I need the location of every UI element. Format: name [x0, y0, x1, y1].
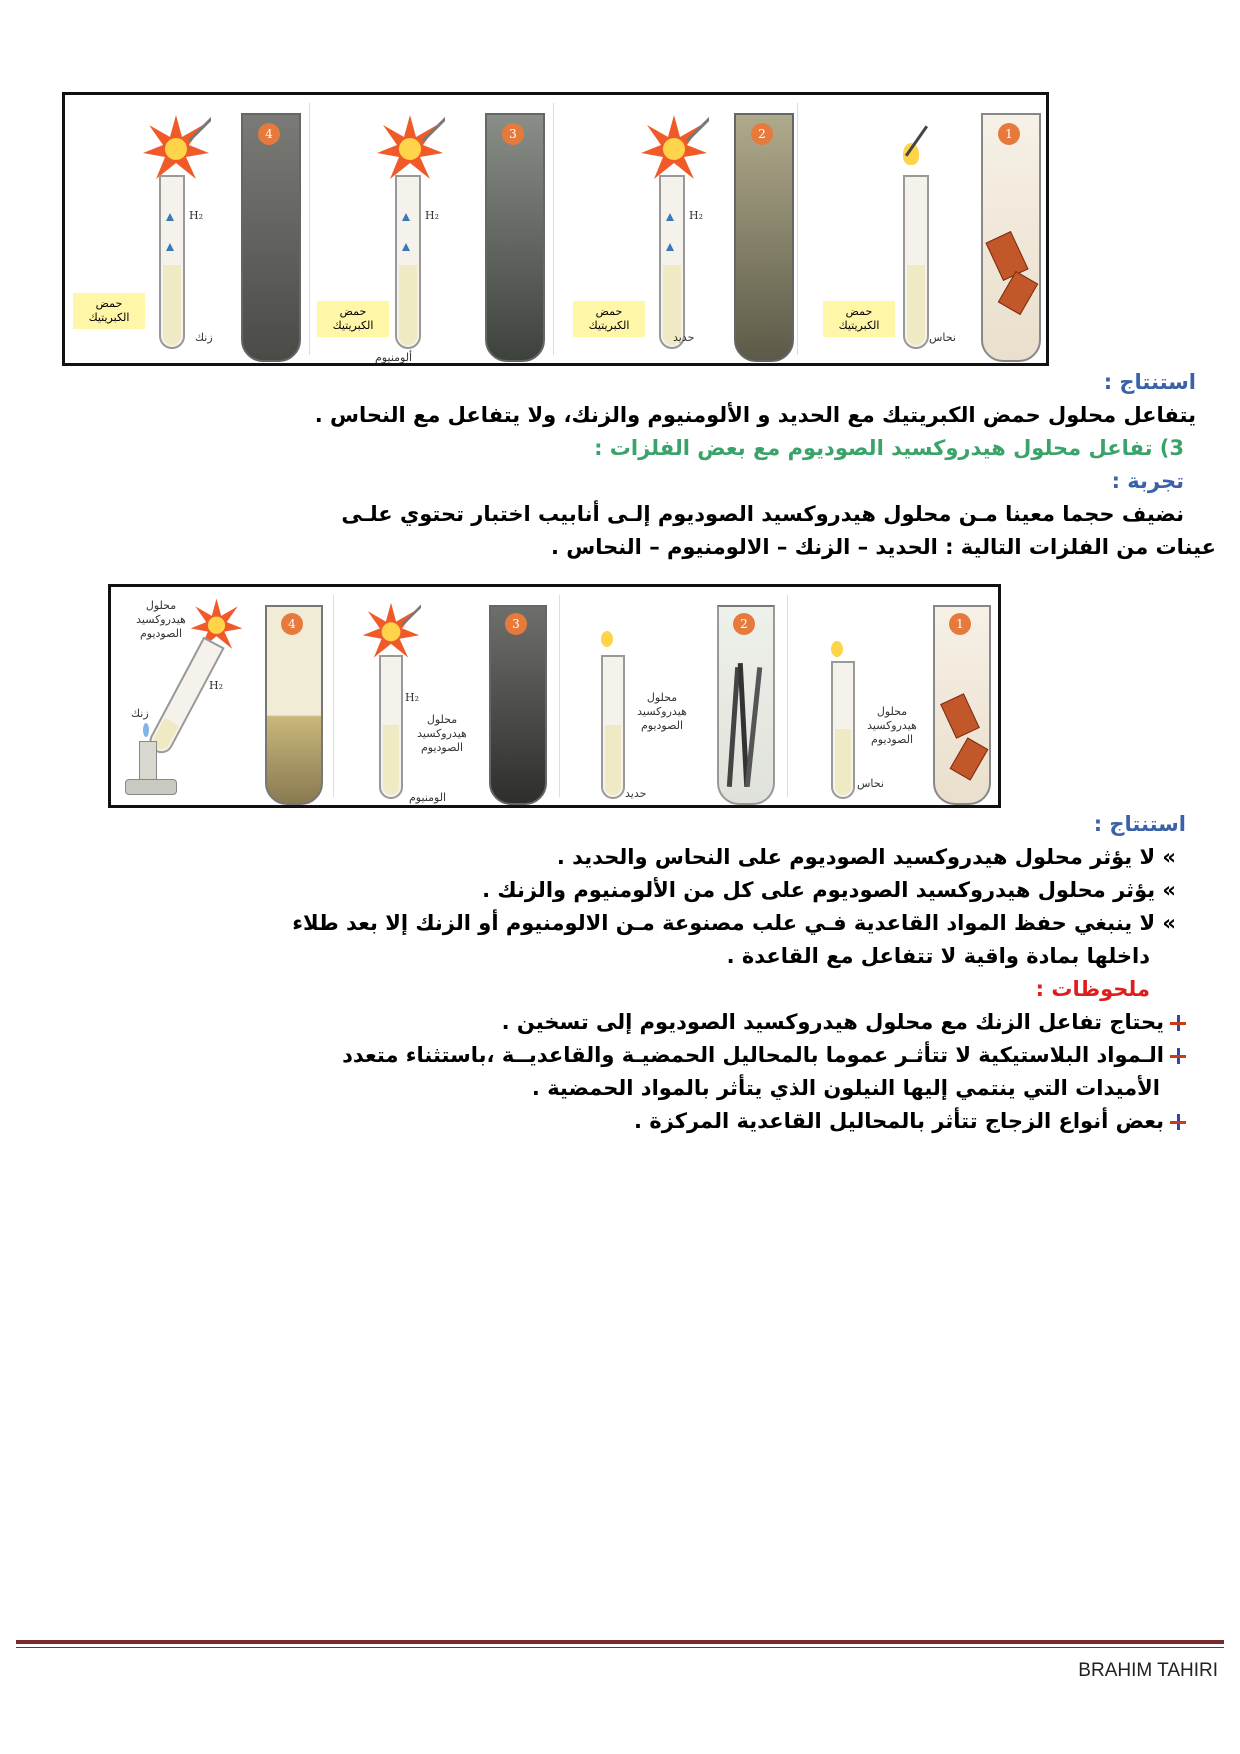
test-tube	[831, 661, 855, 799]
copper-label: نحاس	[857, 777, 884, 790]
bullet-icon	[1170, 1114, 1186, 1130]
footer-rule-thin	[16, 1647, 1224, 1648]
acid-label: حمض الكبريتيك	[573, 301, 645, 337]
tube-number: 3	[502, 123, 524, 145]
copper-label: نحاس	[929, 331, 956, 344]
panel-aluminium	[315, 103, 554, 364]
explosion-icon	[375, 113, 445, 183]
burner-base	[125, 779, 177, 795]
test-tube-copper	[933, 605, 991, 805]
tube-number: 4	[281, 613, 303, 635]
explosion-icon	[639, 113, 709, 183]
bullet-icon	[1170, 1048, 1186, 1064]
iron-label: حديد	[673, 331, 695, 344]
h2-label: H₂	[689, 209, 704, 222]
burner-icon	[139, 741, 157, 781]
h2-label: H₂	[405, 691, 420, 704]
h2-label: H₂	[189, 209, 204, 222]
tube-number: 4	[258, 123, 280, 145]
figure-naoh-reactions	[108, 584, 1001, 808]
tube-number: 1	[949, 613, 971, 635]
footer-rule	[16, 1640, 1224, 1644]
test-tube	[903, 175, 929, 349]
test-tube-dark	[489, 605, 547, 805]
acid-label: حمض الكبريتيك	[317, 301, 389, 337]
note-1: يحتاج تفاعل الزنك مع محلول هيدروكسيد الصوديوم إلى تسخين .	[502, 1010, 1186, 1034]
panel-copper	[793, 595, 998, 797]
conclusion-text: يتفاعل محلول حمض الكبريتيك مع الحديد و الألومنيوم والزنك، ولا يتفاعل مع النحاس .	[314, 403, 1196, 427]
tube-number: 3	[505, 613, 527, 635]
naoh-label: محلول هيدروكسيد الصوديوم	[417, 713, 467, 754]
naoh-label: محلول هيدروكسيد الصوديوم	[637, 691, 687, 732]
conclusion-title: استنتاج :	[1103, 370, 1196, 394]
test-tube	[395, 175, 421, 349]
figure-acid-reactions	[62, 92, 1049, 366]
experiment-line-2: عينات من الفلزات التالية : الحديد – الزنك – الالومنيوم – النحاس .	[550, 535, 1216, 559]
test-tube-iron-nails	[717, 605, 775, 805]
experiment-title: تجربة :	[1111, 469, 1184, 493]
section-naoh-text	[40, 812, 1196, 1132]
test-tube	[659, 175, 685, 349]
conclusion-item-3: » لا ينبغي حفظ المواد القاعدية فـي علب مصنوعة مـن الالومنيوم أو الزنك إلا بعد طلاء	[292, 911, 1176, 935]
tube-number: 2	[751, 123, 773, 145]
test-tube-dark	[485, 113, 545, 362]
footer-author: BRAHIM TAHIRI	[1078, 1660, 1218, 1681]
h2-label: H₂	[425, 209, 440, 222]
naoh-label: محلول هيدروكسيد الصوديوم	[136, 599, 186, 640]
flame-icon	[601, 631, 613, 647]
acid-label: حمض الكبريتيك	[73, 293, 145, 329]
conclusion-item-1: » لا يؤثر محلول هيدروكسيد الصوديوم على النحاس والحديد .	[556, 845, 1176, 869]
test-tube-copper	[981, 113, 1041, 362]
conclusion-title-2: استنتاج :	[1093, 812, 1186, 836]
note-3: بعض أنواع الزجاج تتأثر بالمحاليل القاعدية المركزة .	[634, 1109, 1186, 1133]
tube-number: 1	[998, 123, 1020, 145]
test-tube-dark	[734, 113, 794, 362]
h2-label: H₂	[209, 679, 224, 692]
test-tube-amber	[265, 605, 323, 805]
notes-title: ملحوظات :	[1035, 977, 1150, 1001]
aluminium-label: ألومنيوم	[375, 351, 413, 364]
boum-label: Boum	[142, 101, 180, 130]
bullet-icon	[1170, 1015, 1186, 1031]
note-2: الـمواد البلاستيكية لا تتأثـر عموما بالمحاليل الحمضيـة والقاعديــة ،باستثناء متعدد	[342, 1043, 1186, 1067]
test-tube-tilted	[145, 637, 224, 758]
experiment-line-1: نضيف حجما معينا مـن محلول هيدروكسيد الصوديوم إلـى أنابيب اختبار تحتوي علـى	[341, 502, 1184, 526]
section-heading-3: 3) تفاعل محلول هيدروكسيد الصوديوم مع بعض الفلزات :	[594, 436, 1184, 460]
test-tube-dark	[241, 113, 301, 362]
flame-icon	[831, 641, 843, 657]
test-tube	[159, 175, 185, 349]
aluminium-label: الومنيوم	[409, 791, 447, 804]
naoh-label: محلول هيدروكسيد الصوديوم	[867, 705, 917, 746]
panel-iron	[559, 103, 798, 355]
conclusion-item-3-cont: داخلها بمادة واقية لا تتفاعل مع القاعدة .	[726, 944, 1150, 968]
note-2-cont: الأميدات التي ينتمي إليها النيلون الذي يتأثر بالمواد الحمضية .	[531, 1076, 1160, 1100]
panel-zinc	[117, 595, 334, 797]
section-acid-text	[40, 370, 1216, 560]
zinc-label: زنك	[131, 707, 149, 720]
panel-zinc	[71, 103, 310, 355]
iron-label: حديد	[625, 787, 647, 800]
panel-aluminium	[339, 595, 560, 804]
test-tube	[601, 655, 625, 799]
acid-label: حمض الكبريتيك	[823, 301, 895, 337]
flame-icon	[143, 723, 149, 737]
panel-iron	[565, 595, 788, 800]
explosion-icon	[361, 601, 421, 661]
panel-copper	[803, 103, 1046, 355]
zinc-label: زنك	[195, 331, 213, 344]
test-tube	[379, 655, 403, 799]
tube-number: 2	[733, 613, 755, 635]
conclusion-item-2: » يؤثر محلول هيدروكسيد الصوديوم على كل من الألومنيوم والزنك .	[482, 878, 1176, 902]
